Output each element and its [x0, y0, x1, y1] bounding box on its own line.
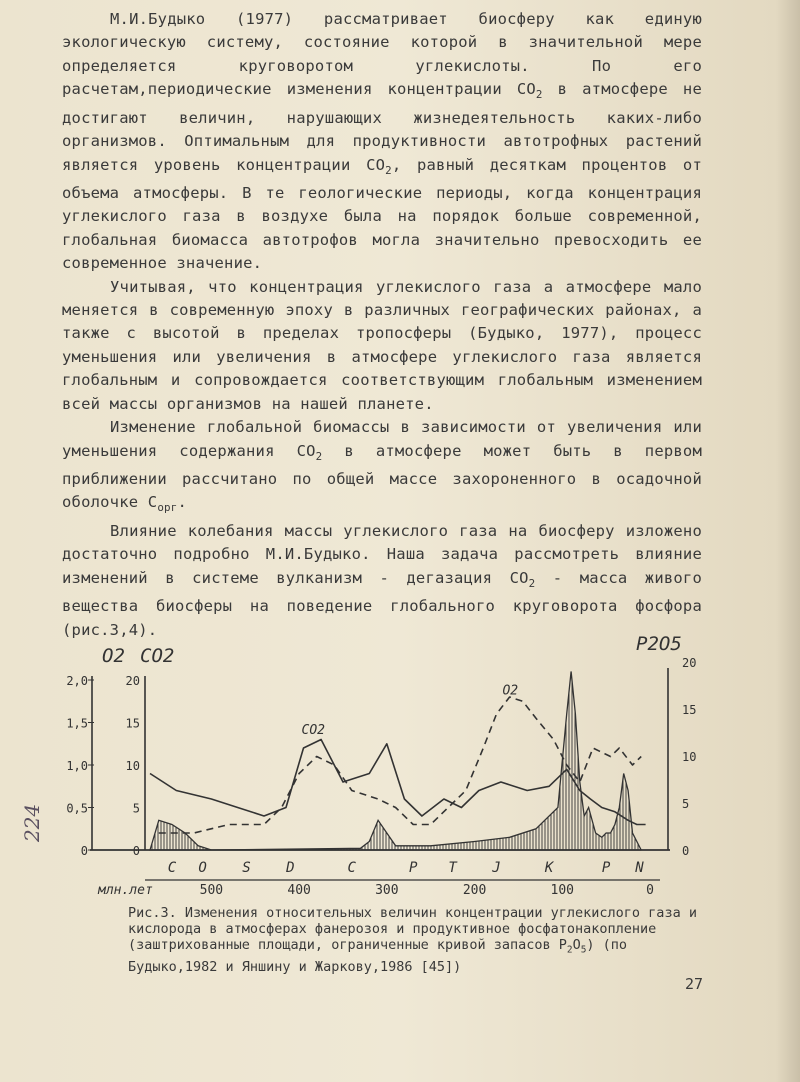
phosphate-area [150, 672, 641, 851]
text-run: Изменение глобальной биомассы в зависимости от увеличения или уменьшения содержания CO [62, 418, 702, 460]
period-label: O [198, 860, 207, 876]
period-label: P [601, 860, 611, 876]
subscript: 2 [385, 163, 392, 177]
x-tick-label: 300 [375, 883, 399, 898]
text-run: Учитывая, что концентрация углекислого газа а атмосфере мало меняется в современную эпоху в различных географических районах, а также с высотой в пределах тропосферы (Будыко, 1977), процесс уменьшения или увеличения в атмосфере углекислого газа является глобальным и сопровождается соответствующим глобальным изменением всей массы организмов на нашей планете. [62, 277, 702, 413]
period-label: J [492, 860, 501, 876]
period-label: T [448, 860, 457, 876]
p2o5-tick-label: 10 [682, 750, 697, 764]
p2o5-axis-title: P2O5 [636, 633, 682, 655]
x-tick-label: 200 [462, 883, 487, 898]
period-label: S [242, 860, 251, 876]
co2-tick-label: 15 [125, 716, 140, 731]
x-unit-label: млн.лет [98, 883, 153, 898]
period-label: P [408, 860, 418, 876]
subscript: 2 [315, 449, 323, 463]
o2-tick-label: 1,0 [66, 759, 88, 773]
phanerozoic-chart [66, 632, 710, 902]
paragraph [62, 276, 702, 416]
x-tick-label: 500 [199, 883, 224, 898]
body-text [62, 8, 702, 642]
x-tick-label: 0 [646, 883, 654, 898]
o2-tick-label: 2,0 [66, 674, 88, 688]
text-run: - масса живого вещества биосферы на поведение глобального круговорота фосфора (рис.3,4). [62, 568, 702, 639]
co2-curve-label: CO2 [301, 722, 325, 738]
caption-text2: O [572, 937, 581, 953]
o2-axis-title: O2 [102, 645, 125, 667]
caption-sub2: 5 [580, 944, 587, 956]
caption-sub: 2 [566, 944, 573, 956]
period-label: N [635, 860, 644, 876]
text-run: М.И.Будыко (1977) рассматривает биосферу как единую экологическую систему, состояние которой в значительной мере определяется круговоротом углекислоты. По его расчетам,периодические изменения концентрации CO [62, 10, 702, 99]
caption-prefix: Рис.3. [128, 905, 185, 921]
subscript: орг [157, 501, 178, 515]
co2-tick-label: 20 [125, 674, 140, 688]
co2-axis-title: CO2 [140, 645, 175, 667]
subscript: 2 [535, 88, 543, 102]
p2o5-tick-label: 5 [682, 797, 690, 811]
margin-note: 224 [20, 803, 44, 842]
caption-text3: ) (по Будыко,1982 и Яншину и Жаркову,1986 [45]) [128, 937, 628, 975]
paragraph [62, 520, 702, 642]
page-number: 27 [685, 975, 704, 993]
paragraph [62, 416, 702, 520]
period-label: C [167, 860, 177, 876]
o2-curve-label: O2 [502, 683, 519, 699]
text-run: . [177, 493, 188, 512]
p2o5-tick-label: 20 [682, 656, 697, 670]
text-run: , равный десяткам процентов от объема атмосферы. В те геологические периоды, когда концентрация углекислого газа в воздухе была на порядок больше современной, глобальная биомасса автотрофов могла значительно превосходить ее современное значение. [62, 155, 702, 273]
co2-tick-label: 5 [132, 801, 140, 816]
text-run: в атмосфере может быть в первом приближении рассчитано по общей массе захороненного в осадочной оболочке C [62, 441, 702, 512]
text-run: в атмосфере не достигают величин, нарушающих жизнедеятельность каких-либо организмов. Оптимальным для продуктивности автотрофных растений является уровень концентрации CO [62, 80, 702, 174]
period-label: D [286, 860, 295, 876]
co2-tick-label: 10 [125, 759, 140, 773]
figure-caption [128, 905, 718, 975]
p2o5-tick-label: 0 [682, 844, 690, 858]
co2-tick-label: 0 [132, 844, 140, 858]
p2o5-tick-label: 15 [682, 703, 697, 717]
x-tick-label: 400 [287, 883, 311, 898]
period-label: K [544, 860, 554, 876]
o2-tick-label: 0,5 [66, 801, 88, 816]
caption-text: Изменения относительных величин концентрации углекислого газа и кислорода в атмосферах фанерозоя и продуктивное фосфатонакопление (заштрихованные площади, ограниченные кривой запасов P [128, 905, 697, 953]
figure-3 [66, 632, 710, 902]
period-label: C [347, 860, 356, 876]
x-tick-label: 100 [550, 883, 575, 898]
subscript: 2 [528, 576, 536, 590]
o2-tick-label: 0 [80, 844, 88, 858]
text-run: Влияние колебания массы углекислого газа на биосферу изложено достаточно подробно М.И.Будыко. Наша задача рассмотреть влияние изменений в системе вулканизм - дегазация CO [62, 521, 702, 587]
o2-tick-label: 1,5 [66, 716, 88, 731]
paragraph [62, 8, 702, 276]
